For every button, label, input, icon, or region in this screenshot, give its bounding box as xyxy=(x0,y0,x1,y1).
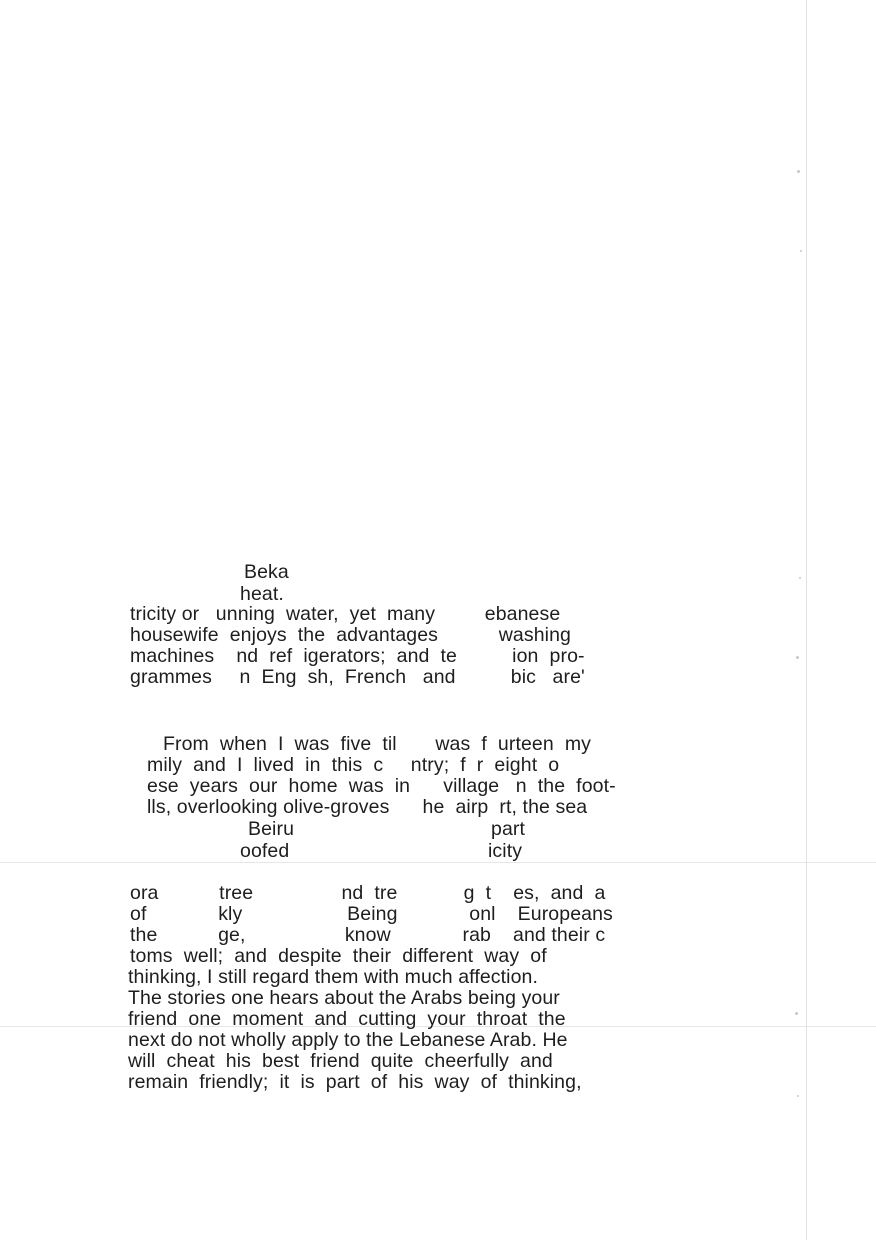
scan-edge-line xyxy=(806,0,807,1240)
text-line: lls, overlooking olive-groves he airp rt, the sea xyxy=(147,796,588,818)
text-line: next do not wholly apply to the Lebanese Arab. He xyxy=(128,1029,568,1051)
scan-speck xyxy=(795,1012,798,1015)
fold-line xyxy=(0,862,876,863)
text-line: thinking, I still regard them with much affection. xyxy=(128,966,538,988)
scan-speck xyxy=(796,656,799,659)
text-line: From when I was five til was f urteen my xyxy=(163,733,592,755)
text-line: mily and I lived in this c ntry; f r eight o xyxy=(147,754,560,776)
scan-speck xyxy=(797,170,800,173)
text-line: housewife enjoys the advantages washing xyxy=(130,624,571,646)
text-fragment-line: heat. xyxy=(240,583,284,605)
text-line: ese years our home was in village n the foot- xyxy=(147,775,616,797)
text-fragment-line: part xyxy=(491,818,526,840)
text-fragment-line: icity xyxy=(488,840,523,862)
text-line: friend one moment and cutting your throat the xyxy=(128,1008,566,1030)
text-line: ora tree nd tre g t es, and a xyxy=(130,882,606,904)
text-fragment-line: Beka xyxy=(244,561,289,583)
text-line: machines nd ref igerators; and te ion pro- xyxy=(130,645,585,667)
scan-speck xyxy=(799,577,801,579)
text-line: will cheat his best friend quite cheerfully and xyxy=(128,1050,553,1072)
text-line: grammes n Eng sh, French and bic are' xyxy=(130,666,585,688)
text-line: tricity or unning water, yet many ebanese xyxy=(130,603,561,625)
text-line: toms well; and despite their different way of xyxy=(130,945,547,967)
text-line: The stories one hears about the Arabs being your xyxy=(128,987,560,1009)
text-fragment-line: Beiru xyxy=(248,818,295,840)
text-fragment-line: oofed xyxy=(240,840,290,862)
text-line: remain friendly; it is part of his way of thinking, xyxy=(128,1071,582,1093)
scan-speck xyxy=(797,1095,799,1097)
text-line: of kly Being onl Europeans xyxy=(130,903,613,925)
scan-speck xyxy=(800,250,802,252)
text-line: the ge, know rab and their c xyxy=(130,924,606,946)
